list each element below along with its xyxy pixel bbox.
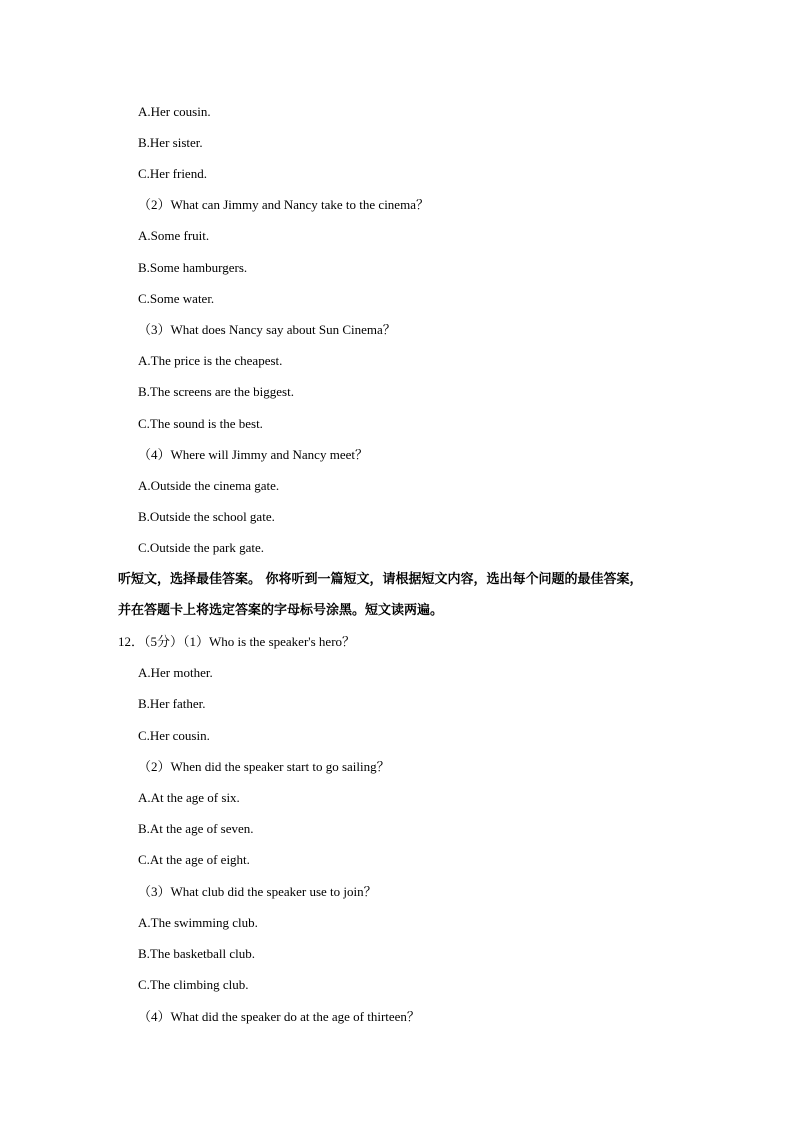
question-12-1: 12．（5分）（1）Who is the speaker's hero？ <box>118 634 356 649</box>
option-12-2-b: B.At the age of seven. <box>138 821 254 836</box>
option-q4-c: C.Outside the park gate. <box>138 540 264 555</box>
section-instructions-line1: 听短文，选择最佳答案。 你将听到一篇短文，请根据短文内容，选出每个问题的最佳答案， <box>118 572 643 587</box>
question-12-2: （2）When did the speaker start to go sailing？ <box>138 759 390 774</box>
option-12-3-c: C.The climbing club. <box>138 977 249 992</box>
option-12-3-a: A.The swimming club. <box>138 915 258 930</box>
option-q4-a: A.Outside the cinema gate. <box>138 478 280 493</box>
option-q2-a: A.Some fruit. <box>138 228 210 243</box>
section-instructions-line2: 并在答题卡上将选定答案的字母标号涂黑。短文读两遍。 <box>118 603 444 618</box>
question-q3: （3）What does Nancy say about Sun Cinema？ <box>138 322 396 337</box>
option-12-2-a: A.At the age of six. <box>138 790 240 805</box>
question-12-3: （3）What club did the speaker use to join？ <box>138 884 377 899</box>
option-q3-c: C.The sound is the best. <box>138 416 263 431</box>
option-12-2-c: C.At the age of eight. <box>138 852 250 867</box>
option-q3-a: A.The price is the cheapest. <box>138 353 283 368</box>
option-q1-a: A.Her cousin. <box>138 104 211 119</box>
option-q1-c: C.Her friend. <box>138 166 207 181</box>
option-12-1-c: C.Her cousin. <box>138 728 210 743</box>
question-12-4: （4）What did the speaker do at the age of thirteen？ <box>138 1009 420 1024</box>
option-q2-c: C.Some water. <box>138 291 215 306</box>
option-12-1-b: B.Her father. <box>138 696 206 711</box>
option-q3-b: B.The screens are the biggest. <box>138 384 294 399</box>
option-12-1-a: A.Her mother. <box>138 665 213 680</box>
option-q1-b: B.Her sister. <box>138 135 203 150</box>
option-q4-b: B.Outside the school gate. <box>138 509 275 524</box>
option-q2-b: B.Some hamburgers. <box>138 260 248 275</box>
option-12-3-b: B.The basketball club. <box>138 946 255 961</box>
question-q2: （2）What can Jimmy and Nancy take to the cinema？ <box>138 197 429 212</box>
question-q4: （4）Where will Jimmy and Nancy meet？ <box>138 447 368 462</box>
